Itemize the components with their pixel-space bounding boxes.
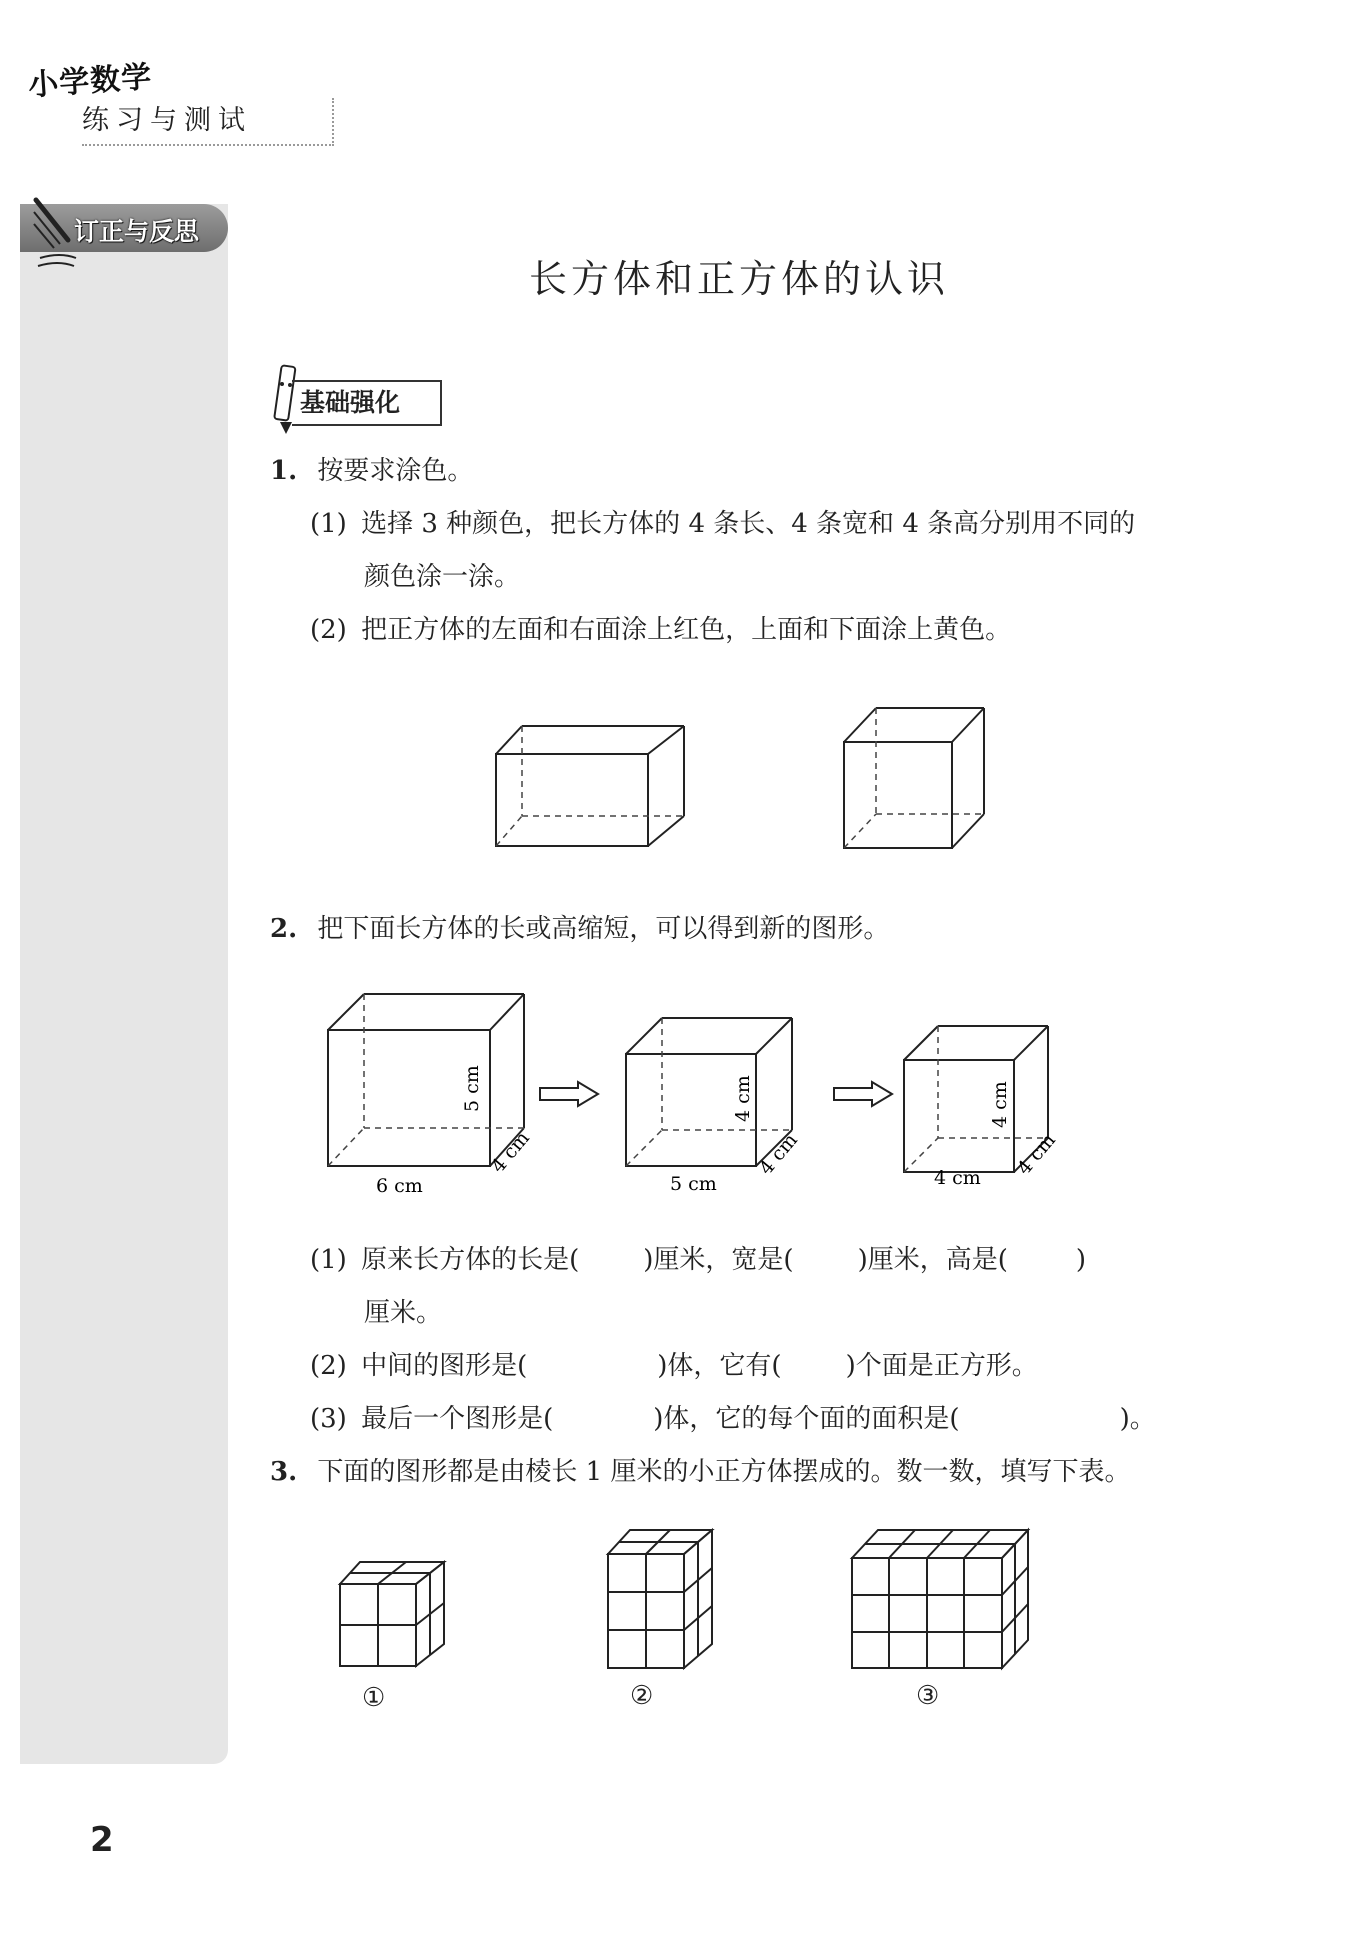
- arrow-right-icon: [536, 1080, 602, 1108]
- question-text: 下面的图形都是由棱长 1 厘米的小正方体摆成的。数一数，填写下表。: [317, 1457, 1131, 1487]
- correction-margin-label: 订正与反思: [74, 217, 200, 246]
- question-text: 按要求涂色。: [317, 456, 474, 486]
- cube-figure: [836, 700, 996, 856]
- width-label: 4 cm: [754, 1129, 802, 1180]
- question-number: 2.: [270, 914, 298, 944]
- q3-figure-3-cube-stack: [846, 1524, 1032, 1674]
- sub-text: )厘米，宽是(: [643, 1245, 794, 1275]
- sub-text: 原来长方体的长是(: [361, 1245, 580, 1275]
- sub-number: (1): [310, 1245, 347, 1275]
- q2-sub2: [310, 1346, 1038, 1386]
- sub-text: 最后一个图形是(: [361, 1404, 554, 1434]
- figure-label: ③: [916, 1681, 940, 1711]
- q2-figure-original-cuboid: [318, 986, 548, 1198]
- sub-number: (2): [310, 615, 347, 645]
- question-text: 把下面长方体的长或高缩短，可以得到新的图形。: [317, 914, 890, 944]
- question-3: [270, 1452, 1131, 1492]
- height-label: 4 cm: [989, 1081, 1011, 1128]
- pen-icon: [30, 196, 78, 276]
- page-number: 2: [90, 1820, 114, 1860]
- question-1: [270, 451, 473, 491]
- sub-number: (3): [310, 1404, 347, 1434]
- q2-sub1-line2: 厘米。: [364, 1298, 443, 1328]
- length-label: 6 cm: [376, 1175, 423, 1197]
- question-number: 1.: [270, 456, 298, 486]
- figure-label: ②: [630, 1681, 654, 1711]
- q2-figure-middle-cuboid: [616, 1006, 816, 1200]
- q3-figure-2-cube-stack: [600, 1524, 720, 1674]
- sub-number: (2): [310, 1351, 347, 1381]
- sub-text: 选择 3 种颜色，把长方体的 4 条长、4 条宽和 4 条高分别用不同的: [361, 509, 1136, 539]
- q1-sub2: [310, 610, 1011, 650]
- book-series-title: 小学数学: [27, 59, 154, 104]
- sub-text: ): [1075, 1245, 1087, 1275]
- question-number: 3.: [270, 1457, 298, 1487]
- height-label: 5 cm: [461, 1065, 483, 1112]
- q1-sub1-line1: [310, 504, 1135, 544]
- sub-text: 中间的图形是(: [361, 1351, 528, 1381]
- q2-sub1-line1: [310, 1240, 1086, 1280]
- length-label: 5 cm: [670, 1173, 717, 1195]
- q3-figure-1-cube-stack: [332, 1556, 452, 1672]
- q1-sub1-line2: 颜色涂一涂。: [364, 562, 521, 592]
- section-label-basic: 基础强化: [292, 380, 442, 426]
- cuboid-figure: [488, 718, 698, 856]
- book-subtitle: 练习与测试: [82, 98, 334, 146]
- q2-figure-cube: [894, 1016, 1074, 1198]
- figure-label: ①: [362, 1683, 386, 1713]
- sub-text: )个面是正方形。: [845, 1351, 1038, 1381]
- width-label: 4 cm: [486, 1127, 534, 1178]
- question-2: [270, 909, 889, 949]
- sub-text: )。: [1119, 1404, 1156, 1434]
- sub-text: 把正方体的左面和右面涂上红色，上面和下面涂上黄色。: [361, 615, 1012, 645]
- q2-sub3: [310, 1399, 1156, 1439]
- correction-margin-column: [20, 204, 228, 1764]
- page-title: 长方体和正方体的认识: [528, 257, 949, 301]
- width-label: 4 cm: [1012, 1129, 1060, 1180]
- sub-text: )厘米，高是(: [857, 1245, 1008, 1275]
- sub-text: )体，它的每个面的面积是(: [653, 1404, 960, 1434]
- arrow-right-icon: [830, 1080, 896, 1108]
- sub-text: )体，它有(: [657, 1351, 782, 1381]
- height-label: 4 cm: [732, 1075, 754, 1122]
- length-label: 4 cm: [934, 1167, 981, 1189]
- sub-number: (1): [310, 509, 347, 539]
